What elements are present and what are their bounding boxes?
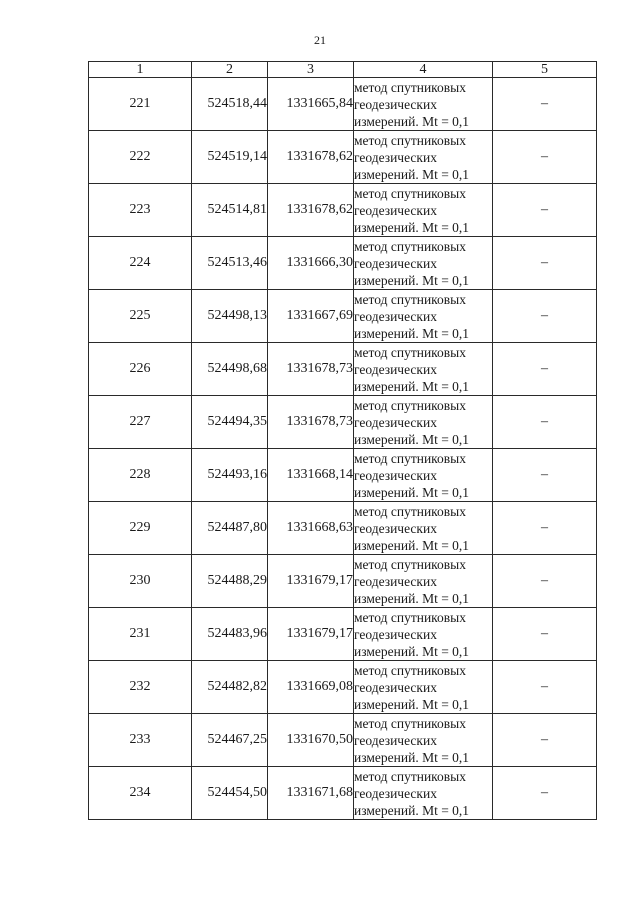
method-line-2: геодезических [354, 467, 437, 483]
method-line-2: геодезических [354, 732, 437, 748]
x-coordinate: 524494,35 [192, 396, 268, 449]
method-line-3: измерений. Mt = 0,1 [354, 166, 470, 182]
point-number: 222 [89, 131, 192, 184]
method-line-3: измерений. Mt = 0,1 [354, 590, 470, 606]
table-row [89, 767, 597, 820]
point-number: 232 [89, 661, 192, 714]
method-line-1: метод спутниковых [354, 715, 466, 731]
method-line-1: метод спутниковых [354, 185, 466, 201]
method-line-1: метод спутниковых [354, 768, 466, 784]
x-coordinate: 524498,68 [192, 343, 268, 396]
y-coordinate: 1331671,68 [268, 767, 354, 820]
column-header-1: 1 [89, 62, 192, 78]
description-cell: – [493, 237, 597, 290]
point-number: 228 [89, 449, 192, 502]
table-row [89, 555, 597, 608]
method-line-1: метод спутниковых [354, 291, 466, 307]
point-number: 229 [89, 502, 192, 555]
y-coordinate: 1331678,62 [268, 131, 354, 184]
header-row [89, 62, 597, 78]
x-coordinate: 524482,82 [192, 661, 268, 714]
description-cell: – [493, 767, 597, 820]
method-line-1: метод спутниковых [354, 662, 466, 678]
table-body [89, 78, 597, 820]
method-line-3: измерений. Mt = 0,1 [354, 749, 470, 765]
method-line-3: измерений. Mt = 0,1 [354, 431, 470, 447]
column-header-3: 3 [268, 62, 354, 78]
table-row [89, 131, 597, 184]
description-cell: – [493, 714, 597, 767]
method-cell [354, 767, 493, 820]
y-coordinate: 1331666,30 [268, 237, 354, 290]
method-line-2: геодезических [354, 679, 437, 695]
method-line-3: измерений. Mt = 0,1 [354, 643, 470, 659]
method-line-2: геодезических [354, 202, 437, 218]
method-line-2: геодезических [354, 414, 437, 430]
method-cell [354, 714, 493, 767]
method-line-2: геодезических [354, 361, 437, 377]
y-coordinate: 1331678,73 [268, 343, 354, 396]
description-cell: – [493, 608, 597, 661]
description-cell: – [493, 131, 597, 184]
point-number: 225 [89, 290, 192, 343]
point-number: 221 [89, 78, 192, 131]
method-line-3: измерений. Mt = 0,1 [354, 272, 470, 288]
method-line-2: геодезических [354, 626, 437, 642]
method-cell [354, 78, 493, 131]
description-cell: – [493, 555, 597, 608]
y-coordinate: 1331679,17 [268, 608, 354, 661]
method-line-3: измерений. Mt = 0,1 [354, 378, 470, 394]
description-cell: – [493, 396, 597, 449]
y-coordinate: 1331667,69 [268, 290, 354, 343]
y-coordinate: 1331678,62 [268, 184, 354, 237]
method-line-1: метод спутниковых [354, 609, 466, 625]
method-line-2: геодезических [354, 96, 437, 112]
method-line-1: метод спутниковых [354, 503, 466, 519]
method-line-3: измерений. Mt = 0,1 [354, 696, 470, 712]
method-line-1: метод спутниковых [354, 79, 466, 95]
y-coordinate: 1331679,17 [268, 555, 354, 608]
method-line-1: метод спутниковых [354, 450, 466, 466]
y-coordinate: 1331678,73 [268, 396, 354, 449]
method-line-1: метод спутниковых [354, 132, 466, 148]
x-coordinate: 524518,44 [192, 78, 268, 131]
point-number: 233 [89, 714, 192, 767]
point-number: 226 [89, 343, 192, 396]
table-row [89, 184, 597, 237]
x-coordinate: 524519,14 [192, 131, 268, 184]
point-number: 234 [89, 767, 192, 820]
method-line-1: метод спутниковых [354, 344, 466, 360]
table-row [89, 396, 597, 449]
table-row [89, 449, 597, 502]
method-line-2: геодезических [354, 149, 437, 165]
method-cell [354, 449, 493, 502]
method-line-2: геодезических [354, 785, 437, 801]
page-number: 21 [314, 33, 326, 47]
table-row [89, 343, 597, 396]
description-cell: – [493, 343, 597, 396]
column-header-4: 4 [354, 62, 493, 78]
method-cell [354, 131, 493, 184]
point-number: 227 [89, 396, 192, 449]
x-coordinate: 524498,13 [192, 290, 268, 343]
table-row [89, 502, 597, 555]
method-cell [354, 555, 493, 608]
method-line-3: измерений. Mt = 0,1 [354, 113, 470, 129]
method-line-3: измерений. Mt = 0,1 [354, 484, 470, 500]
description-cell: – [493, 449, 597, 502]
description-cell: – [493, 661, 597, 714]
table-row [89, 608, 597, 661]
y-coordinate: 1331668,14 [268, 449, 354, 502]
point-number: 230 [89, 555, 192, 608]
y-coordinate: 1331669,08 [268, 661, 354, 714]
method-cell [354, 608, 493, 661]
x-coordinate: 524513,46 [192, 237, 268, 290]
method-line-2: геодезических [354, 255, 437, 271]
method-line-1: метод спутниковых [354, 238, 466, 254]
x-coordinate: 524514,81 [192, 184, 268, 237]
description-cell: – [493, 78, 597, 131]
method-line-1: метод спутниковых [354, 397, 466, 413]
method-cell [354, 502, 493, 555]
x-coordinate: 524483,96 [192, 608, 268, 661]
x-coordinate: 524488,29 [192, 555, 268, 608]
y-coordinate: 1331668,63 [268, 502, 354, 555]
method-line-2: геодезических [354, 308, 437, 324]
point-number: 223 [89, 184, 192, 237]
method-cell [354, 396, 493, 449]
y-coordinate: 1331670,50 [268, 714, 354, 767]
column-header-2: 2 [192, 62, 268, 78]
table-header [89, 62, 597, 78]
method-line-1: метод спутниковых [354, 556, 466, 572]
point-number: 224 [89, 237, 192, 290]
column-header-5: 5 [493, 62, 597, 78]
method-line-3: измерений. Mt = 0,1 [354, 219, 470, 235]
x-coordinate: 524493,16 [192, 449, 268, 502]
description-cell: – [493, 290, 597, 343]
description-cell: – [493, 184, 597, 237]
table-row [89, 661, 597, 714]
method-cell [354, 290, 493, 343]
method-line-3: измерений. Mt = 0,1 [354, 537, 470, 553]
y-coordinate: 1331665,84 [268, 78, 354, 131]
method-line-3: измерений. Mt = 0,1 [354, 325, 470, 341]
method-cell [354, 343, 493, 396]
table-row [89, 237, 597, 290]
method-cell [354, 661, 493, 714]
method-line-3: измерений. Mt = 0,1 [354, 802, 470, 818]
x-coordinate: 524487,80 [192, 502, 268, 555]
description-cell: – [493, 502, 597, 555]
table-row [89, 78, 597, 131]
method-line-2: геодезических [354, 573, 437, 589]
method-cell [354, 184, 493, 237]
table-row [89, 714, 597, 767]
x-coordinate: 524467,25 [192, 714, 268, 767]
coordinates-table [88, 61, 597, 820]
x-coordinate: 524454,50 [192, 767, 268, 820]
table-row [89, 290, 597, 343]
method-cell [354, 237, 493, 290]
method-line-2: геодезических [354, 520, 437, 536]
point-number: 231 [89, 608, 192, 661]
